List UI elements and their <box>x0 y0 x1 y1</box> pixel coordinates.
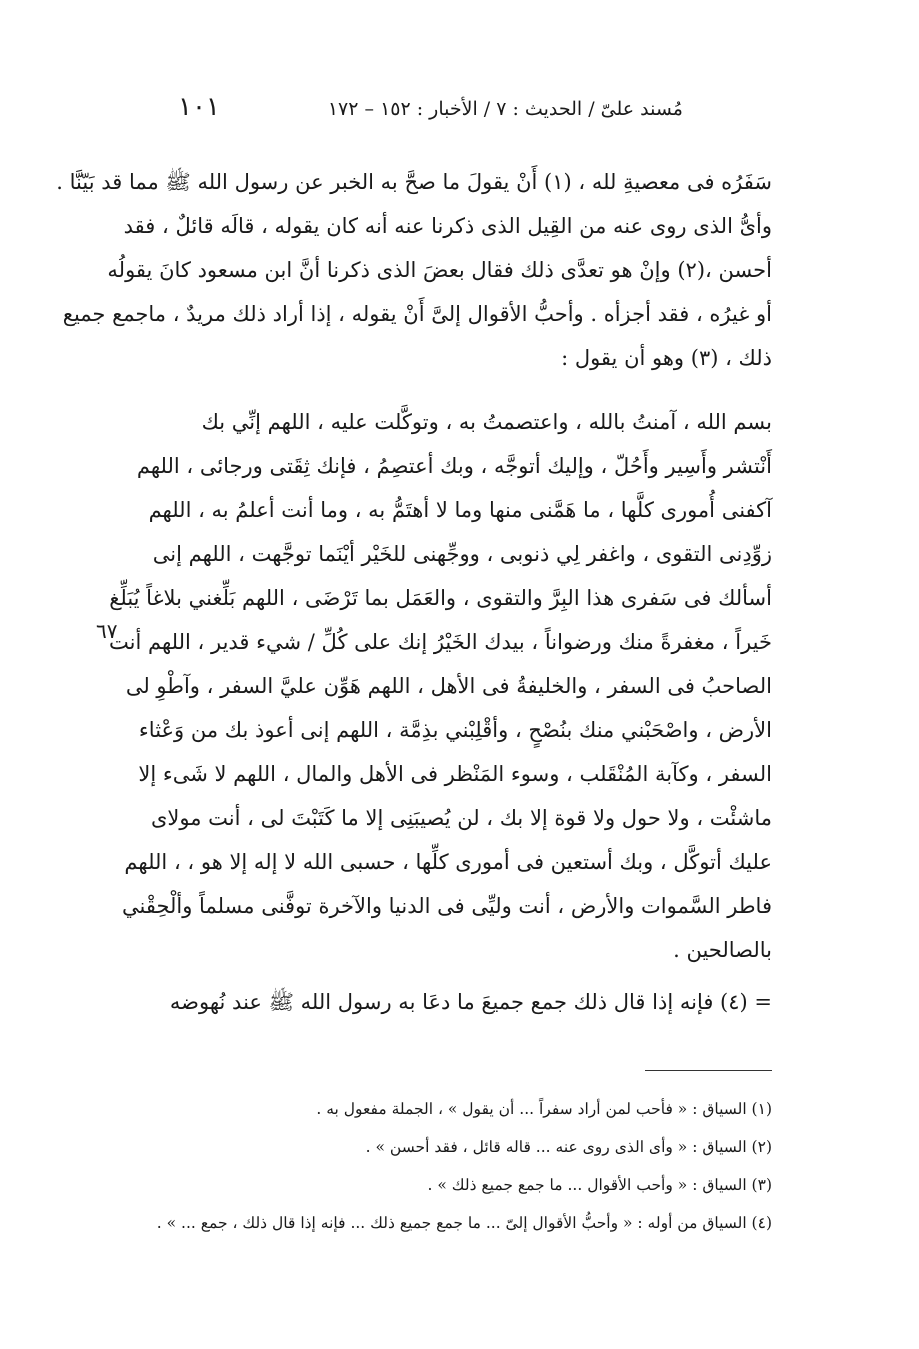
footnote: (٣) السياق : « وأحب الأقوال ... ما جمع جميع ذلك » . <box>427 1176 772 1194</box>
text-line: أَنْتشر وأَسِير وأَحُلّ ، وإليك أتوجَّه ، وبك أعتصِمُ ، فإنك ثِقَتى ورجائى ، اللهم <box>136 454 772 478</box>
text-line: سَفَرُه فى معصيةِ لله ، (١) أَنْ يقولَ ما صحَّ به الخبر عن رسول الله ﷺ مما قد بَيّنَّا . <box>56 170 772 194</box>
text-line: أو غيرُه ، فقد أجزأه . وأحبُّ الأقوال إلىَّ أَنْ يقوله ، إذا أراد ذلك مريدٌ ، ماجمع جميع <box>62 302 772 326</box>
paragraph-supplication <box>109 400 772 972</box>
text-line: وأىُّ الذى روى عنه من القِيل الذى ذكرنا عنه أنه كان يقوله ، قالَه قائلٌ ، فقد <box>123 214 772 238</box>
page-number: ١٠١ <box>178 92 220 122</box>
text-line: أسألك فى سَفرى هذا البِرَّ والتقوى ، والعَمَل بما تَرْضَى ، اللهم بَلِّغني بلاغاً يُبَلِّغ <box>109 586 772 610</box>
text-line: السفر ، وكآبة المُنْقَلب ، وسوء المَنْظر فى الأهل والمال ، اللهم لا شَىء إلا <box>138 762 772 786</box>
text-line: بسم الله ، آمنتُ بالله ، واعتصمتُ به ، وتوكَّلت عليه ، اللهم إنِّي بك <box>201 410 772 434</box>
text-line: فاطر السَّموات والأرض ، أنت وليِّى فى الدنيا والآخرة توفَّنى مسلماً وألْحِقْني <box>121 894 772 918</box>
footnote: (٤) السياق من أوله : « وأحبُّ الأقوال إلىّ ... ما جمع جميع ذلك ... فإنه إذا قال ذلك ، جمع ... » . <box>156 1214 772 1232</box>
text-line: الأرض ، واصْحَبْني منك بنُصْحٍ ، وأقْلِبْني بذِمَّة ، اللهم إنى أعوذ بك من وَعْثاء <box>138 718 772 742</box>
footnote: (١) السياق : « فأحب لمن أراد سفراً ... أن يقول » ، الجملة مفعول به . <box>316 1100 772 1118</box>
running-title: مُسند علىّ / الحديث : ٧ / الأخبار : ١٥٢ – ١٧٢ <box>327 98 683 120</box>
page-header <box>178 92 778 132</box>
text-line: عليك أتوكَّل ، وبك أستعين فى أمورى كلِّها ، حسبى الله لا إله إلا هو ، ، اللهم <box>124 850 772 874</box>
text-line: ماشئْت ، ولا حول ولا قوة إلا بك ، لن يُصيبَنِى إلا ما كَتَبْتَ لى ، أنت مولاى <box>151 806 772 830</box>
paragraph-intro <box>56 160 772 380</box>
text-line: بالصالحين . <box>673 938 772 962</box>
text-line: خَيراً ، مغفرةً منك ورضواناً ، بيدك الخَيْرُ إنك على كُلِّ / شيء قدير ، اللهم أنت <box>109 630 772 654</box>
text-line: ذلك ، (٣) وهو أن يقول : <box>561 346 772 370</box>
paragraph-continuation <box>140 980 772 1024</box>
footnotes <box>140 1090 772 1242</box>
text-line: الصاحبُ فى السفر ، والخليفةُ فى الأهل ، اللهم هَوِّن عليَّ السفر ، وآطْوِ لى <box>125 674 772 698</box>
text-line: زوِّدِنى التقوى ، واغفر لِي ذنوبى ، ووجِّهنى للخَيْر أيْنَما توجَّهت ، اللهم إنى <box>152 542 772 566</box>
text-line: آكفنى أُمورى كلَّها ، ما هَمَّنى منها وما لا أهتَمُّ به ، وما أنت أعلمُ به ، اللهم <box>148 498 772 522</box>
text-line: أحسن ،(٢) وإنْ هو تعدَّى ذلك فقال بعضَ الذى ذكرنا أنَّ ابن مسعود كانَ يقولُه <box>107 258 772 282</box>
footnote: (٢) السياق : « وأى الذى روى عنه ... قاله قائل ، فقد أحسن » . <box>365 1138 772 1156</box>
margin-page-reference: ٦٧ <box>96 619 118 643</box>
text-line: = (٤) فإنه إذا قال ذلك جمع جميعَ ما دعَا به رسول الله ﷺ عند نُهوضه <box>169 990 772 1014</box>
footnote-divider <box>645 1070 772 1071</box>
